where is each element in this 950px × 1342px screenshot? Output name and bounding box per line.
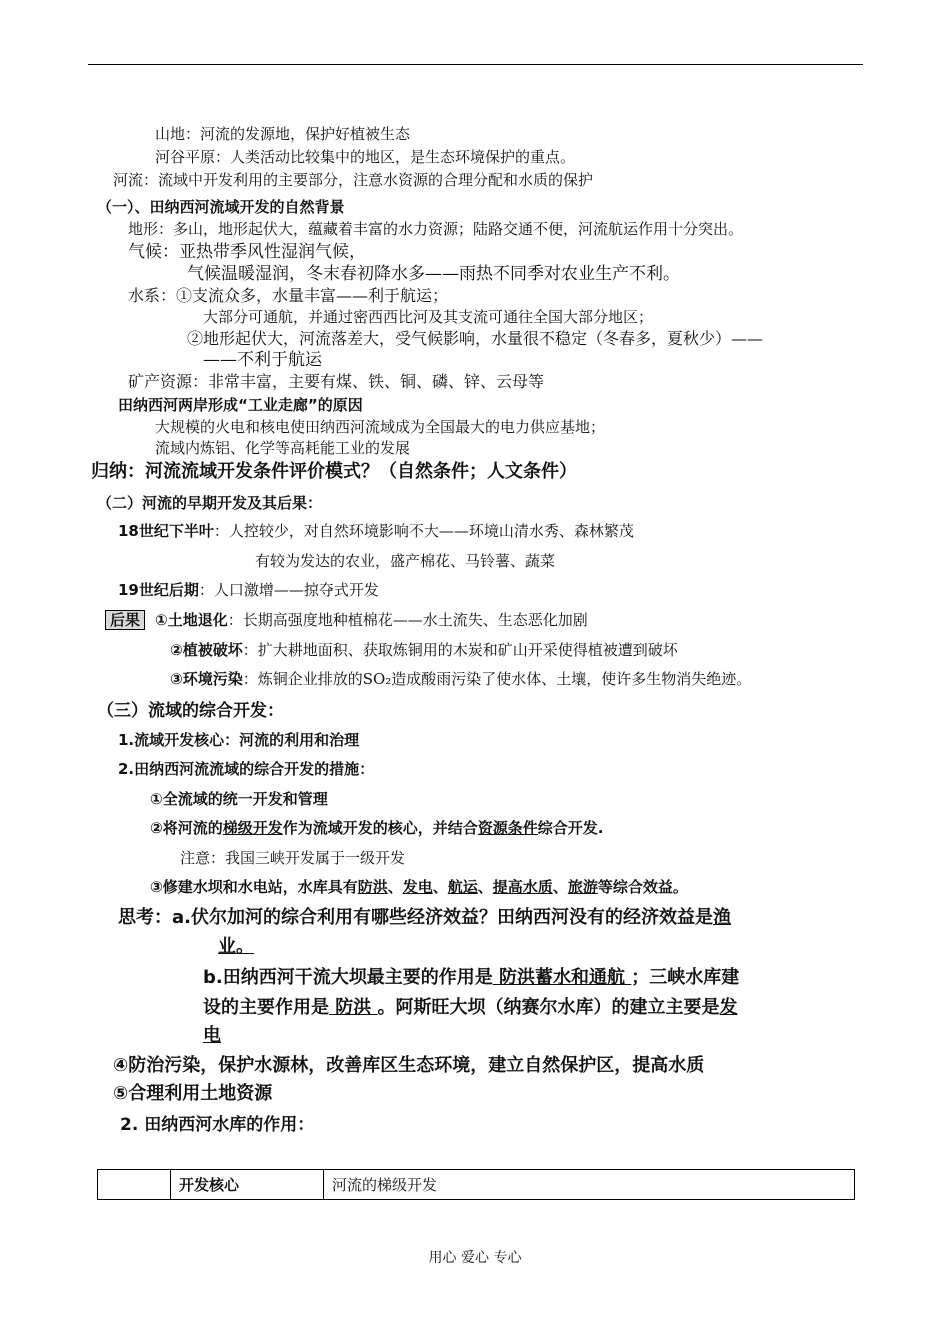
think-answer: 电 [203, 1025, 221, 1046]
summary-heading: 归纳：河流流域开发条件评价模式？（自然条件；人文条件） [91, 461, 577, 482]
measure-item: ②将河流的梯级开发作为流域开发的核心，并结合资源条件综合开发. [150, 819, 604, 837]
table-cell: 开发核心 [171, 1170, 324, 1200]
subheading: 1.流域开发核心：河流的利用和治理 [118, 731, 360, 749]
text-line [170, 640, 678, 660]
measure-item: ③修建水坝和水电站，水库具有防洪、发电、航运、提高水质、旅游等综合效益。 [150, 878, 688, 896]
text-line: 矿产资源：非常丰富，主要有煤、铁、铜、磷、锌、云母等 [128, 372, 545, 391]
table-cell: 河流的梯级开发 [324, 1170, 855, 1200]
table-cell [98, 1170, 171, 1200]
consequence-text: ：扩大耕地面积、获取炼铜用的木炭和矿山开采使得植被遭到破坏 [242, 641, 678, 659]
text-line: 有较为发达的农业，盛产棉花、马铃薯、蔬菜 [255, 552, 556, 570]
section-heading: 2. 田纳西河水库的作用： [120, 1115, 315, 1135]
think-question: 思考：a.伏尔加河的综合利用有哪些经济效益？田纳西河没有的经济效益是渔 [118, 907, 731, 928]
text-line [170, 669, 751, 689]
period-text: ：人控较少，对自然环境影响不大——环境山清水秀、森林繁茂 [213, 522, 634, 540]
section-heading: （一）、田纳西河流域开发的自然背景 [97, 198, 345, 216]
measure-item: ⑤合理利用土地资源 [113, 1083, 273, 1104]
text-line: 水系：①支流众多，水量丰富——利于航运； [128, 286, 449, 305]
consequence-text: ：炼铜企业排放的SO₂造成酸雨污染了使水体、土壤，使许多生物消失绝迹。 [242, 670, 752, 688]
reservoir-table [97, 1169, 855, 1200]
measure-item: ④防治污染，保护水源林，改善库区生态环境，建立自然保护区，提高水质 [113, 1055, 705, 1076]
consequence-item: ③环境污染 [170, 670, 243, 688]
period-label: 18世纪下半叶 [118, 522, 214, 540]
text-line: 流域内炼铝、化学等高耗能工业的发展 [155, 439, 411, 457]
think-answer: 业。 [218, 936, 254, 957]
text-line: 河流：流域中开发利用的主要部分，注意水资源的合理分配和水质的保护 [113, 171, 594, 189]
section-heading: （二）河流的早期开发及其后果： [97, 494, 323, 512]
consequence-label: 后果 [105, 610, 145, 630]
consequence-text: ：长期高强度地种植棉花——水土流失、生态恶化加剧 [227, 611, 588, 629]
text-line: 大部分可通航，并通过密西西比河及其支流可通往全国大部分地区； [203, 308, 654, 326]
text-line [105, 610, 588, 630]
text-line: 气候温暖湿润，冬末春初降水多——雨热不同季对农业生产不利。 [187, 264, 680, 284]
period-text: ：人口激增——掠夺式开发 [198, 581, 379, 599]
text-line: 大规模的火电和核电使田纳西河流域成为全国最大的电力供应基地； [155, 418, 606, 436]
text-line: ②地形起伏大，河流落差大，受气候影响，水量很不稳定（冬春多，夏秋少）—— [187, 329, 764, 348]
text-line: 山地：河流的发源地，保护好植被生态 [155, 125, 411, 143]
header-rule [88, 64, 863, 65]
think-question: 设的主要作用是 防洪 。阿斯旺大坝（纳赛尔水库）的建立主要是发 [203, 997, 738, 1018]
text-line: 气候：亚热带季风性湿润气候， [128, 242, 366, 262]
think-question: b.田纳西河干流大坝最主要的作用是 防洪蓄水和通航 ；三峡水库建 [203, 967, 740, 988]
text-line: 河谷平原：人类活动比较集中的地区，是生态环境保护的重点。 [155, 148, 576, 166]
section-heading: 田纳西河两岸形成“工业走廊”的原因 [118, 396, 363, 414]
text-line: ——不利于航运 [203, 350, 322, 370]
text-line [118, 580, 379, 600]
period-label: 19世纪后期 [118, 581, 199, 599]
section-heading: （三）流域的综合开发： [97, 701, 284, 721]
consequence-item: ①土地退化 [155, 611, 228, 629]
table-row [98, 1170, 855, 1200]
page-footer: 用心 爱心 专心 [428, 1250, 522, 1266]
text-line: 地形：多山，地形起伏大，蕴藏着丰富的水力资源；陆路交通不便，河流航运作用十分突出。 [128, 220, 744, 238]
text-line [118, 521, 634, 541]
measure-item: ①全流域的统一开发和管理 [150, 790, 328, 808]
note-line: 注意：我国三峡开发属于一级开发 [180, 849, 406, 867]
subheading: 2.田纳西河流流域的综合开发的措施： [118, 760, 375, 778]
consequence-item: ②植被破坏 [170, 641, 243, 659]
